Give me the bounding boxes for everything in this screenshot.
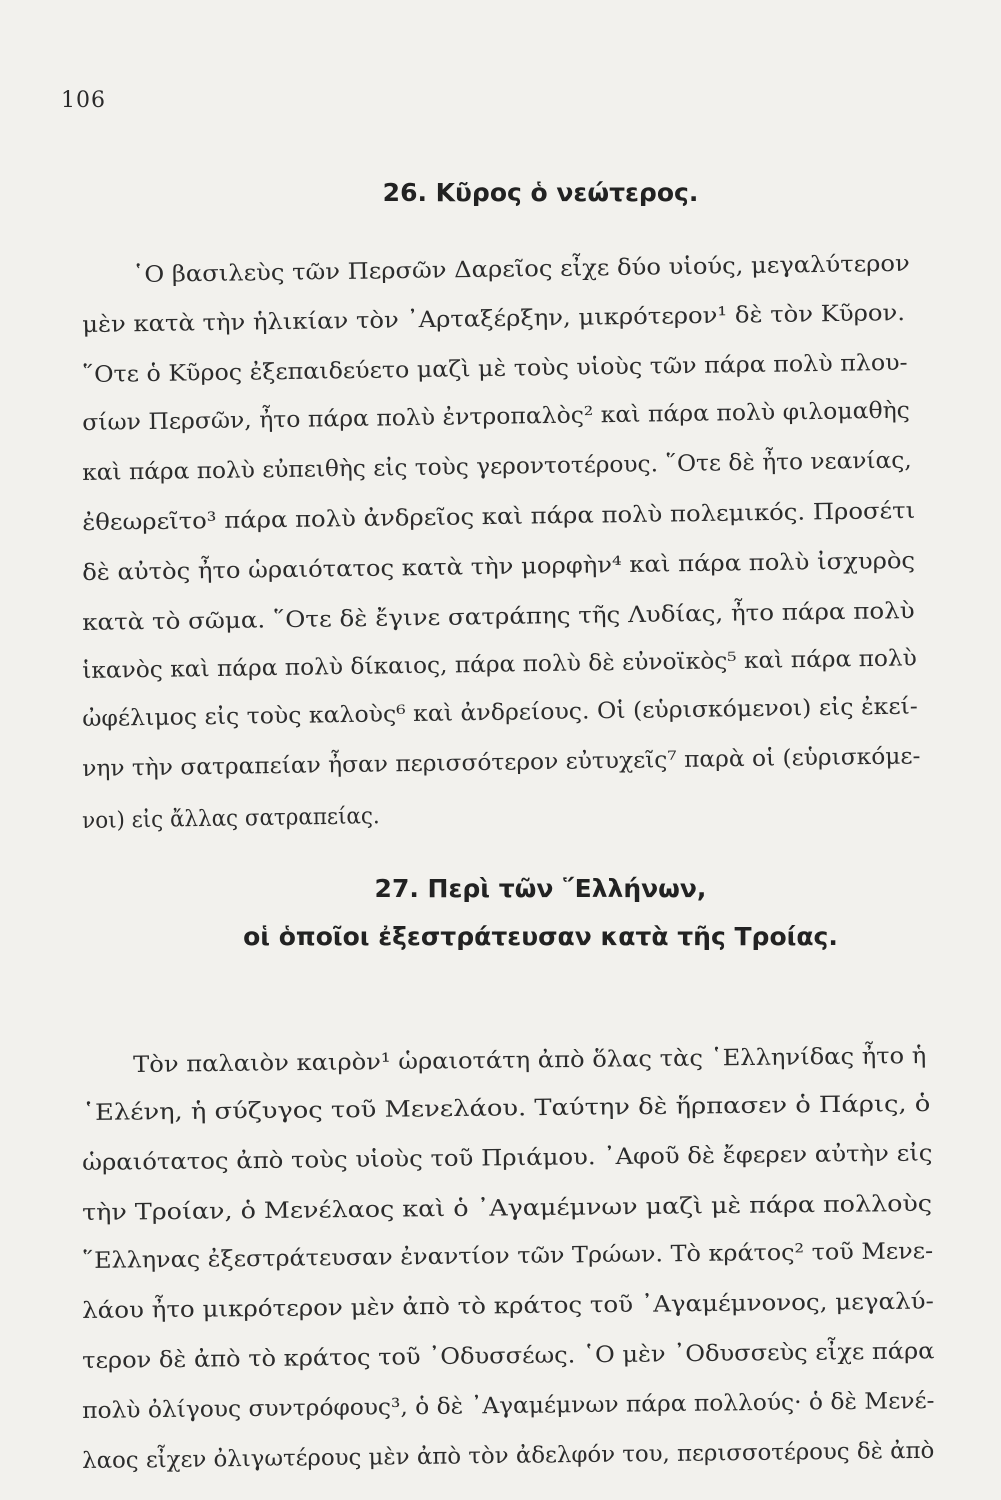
text-line: μὲν κατὰ τὴν ἡλικίαν τὸν ᾿Αρταξέρξην, μικρότερον¹ δὲ τὸν Κῦρον. [82, 300, 906, 338]
text-line: ὠφέλιμος εἰς τοὺς καλοὺς⁶ καὶ ἀνδρείους. Οἱ (εὑρισκόμενοι) εἰς ἐκεί- [82, 693, 918, 732]
text-line: ῾Ελένη, ἡ σύζυγος τοῦ Μενελάου. Ταύτην δὲ ἥρπασεν ὁ Πάρις, ὁ [82, 1090, 931, 1126]
text-line: νοι) εἰς ἄλλας σατραπείας. [82, 803, 380, 834]
text-line: δὲ αὐτὸς ἦτο ὡραιότατος κατὰ τὴν μορφὴν⁴ καὶ πάρα πολὺ ἰσχυρὸς [82, 547, 916, 586]
text-line: λαος εἶχεν ὀλιγωτέρους μὲν ἀπὸ τὸν ἀδελφόν του, περισσοτέρους δὲ ἀπὸ [82, 1437, 935, 1474]
text-line: πολὺ ὀλίγους συντρόφους³, ὁ δὲ ᾿Αγαμέμνων πάρα πολλούς· ὁ δὲ Μενέ- [82, 1387, 935, 1424]
page-number: 106 [61, 88, 106, 113]
text-line: ῞Ελληνας ἐξεστράτευσαν ἐναντίον τῶν Τρώων. Τὸ κράτος² τοῦ Μενε- [82, 1238, 934, 1274]
text-line: ὡραιότατος ἀπὸ τοὺς υἱοὺς τοῦ Πριάμου. ᾿Αφοῦ δὲ ἔφερεν αὐτὴν εἰς [82, 1140, 933, 1176]
text-line: νην τὴν σατραπείαν ἦσαν περισσότερον εὐτυχεῖς⁷ παρὰ οἱ (εὑρισκόμε- [82, 743, 921, 782]
section-27-title-line1: 27. Περὶ τῶν ῞Ελλήνων, [374, 874, 707, 903]
text-line: τὴν Τροίαν, ὁ Μενέλαος καὶ ὁ ᾿Αγαμέμνων μαζὶ μὲ πάρα πολλοὺς [82, 1190, 933, 1226]
text-line: Τὸν παλαιὸν καιρὸν¹ ὡραιοτάτη ἀπὸ ὅλας τὰς ῾Ελληνίδας ἦτο ἡ [133, 1042, 927, 1078]
text-line: σίων Περσῶν, ἦτο πάρα πολὺ ἐντροπαλὸς² καὶ πάρα πολὺ φιλομαθὴς [82, 397, 911, 436]
text-line: ἱκανὸς καὶ πάρα πολὺ δίκαιος, πάρα πολὺ δὲ εὐνοϊκὸς⁵ καὶ πάρα πολὺ [82, 645, 918, 684]
section-26-title: 26. Κῦρος ὁ νεώτερος. [382, 178, 699, 207]
text-line: ῞Οτε ὁ Κῦρος ἐξεπαιδεύετο μαζὶ μὲ τοὺς υἱοὺς τῶν πάρα πολὺ πλου- [82, 349, 908, 388]
text-line: ἐθεωρεῖτο³ πάρα πολὺ ἀνδρεῖος καὶ πάρα πολὺ πολεμικός. Προσέτι [82, 497, 916, 536]
text-line: λάου ἦτο μικρότερον μὲν ἀπὸ τὸ κράτος τοῦ ᾿Αγαμέμνονος, μεγαλύ- [82, 1288, 934, 1324]
section-27-title-line2: οἱ ὁποῖοι ἐξεστράτευσαν κατὰ τῆς Τροίας. [243, 922, 838, 951]
text-line: τερον δὲ ἀπὸ τὸ κράτος τοῦ ᾿Οδυσσέως. ῾Ο μὲν ᾿Οδυσσεὺς εἶχε πάρα [82, 1338, 935, 1374]
text-line: ῾Ο βασιλεὺς τῶν Περσῶν Δαρεῖος εἶχε δύο υἱούς, μεγαλύτερον [132, 250, 910, 288]
text-line: καὶ πάρα πολὺ εὐπειθὴς εἰς τοὺς γεροντοτέρους. ῞Οτε δὲ ἦτο νεανίας, [82, 447, 912, 486]
text-line: κατὰ τὸ σῶμα. ῞Οτε δὲ ἔγινε σατράπης τῆς Λυδίας, ἦτο πάρα πολὺ [82, 598, 915, 636]
